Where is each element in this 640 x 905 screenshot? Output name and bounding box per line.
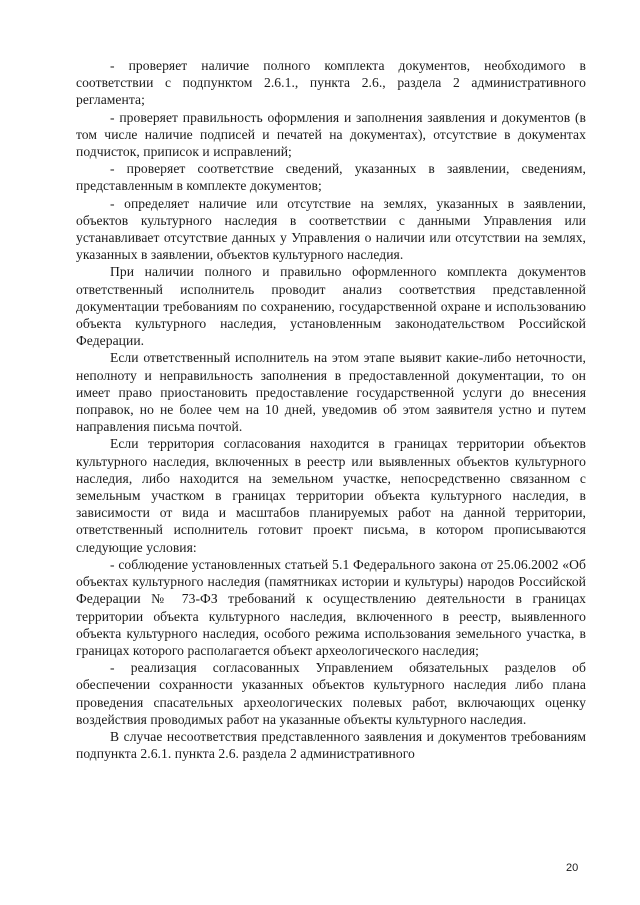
document-body: [76, 57, 586, 762]
paragraph-nonconformity: В случае несоответствия представленного заявления и документов требованиям подпункта 2.6.1. пункта 2.6. раздела 2 административного: [76, 728, 586, 762]
paragraph-check-completeness: - проверяет наличие полного комплекта документов, необходимого в соответствии с подпунктом 2.6.1., пункта 2.6., раздела 2 административного регламента;: [76, 58, 586, 108]
paragraph-condition-implementation: - реализация согласованных Управлением обязательных разделов об обеспечении сохранности указанных объектов культурного наследия либо плана проведения спасательных археологических полевых работ, включающих оценку воздействия проводимых работ на указанные объекты культурного наследия.: [76, 660, 586, 727]
paragraph-analysis: При наличии полного и правильно оформленного комплекта документов ответственный исполнитель проводит анализ соответствия представленной документации требованиям по сохранению, государственной охране и использованию объекта культурного наследия, установленным законодательством Российской Федерации.: [76, 264, 586, 349]
paragraph-suspension: Если ответственный исполнитель на этом этапе выявит какие-либо неточности, неполноту и неправильность заполнения в предоставленной документации, то он имеет право приостановить предоставление государственной услуги до внесения поправок, но не более чем на 10 дней, уведомив об этом заявителя устно и путем направления письма почтой.: [76, 350, 586, 435]
page-number: 20: [566, 862, 579, 874]
paragraph-check-consistency: - проверяет соответствие сведений, указанных в заявлении, сведениям, представленным в комплекте документов;: [76, 161, 586, 194]
paragraph-territory-conditions: Если территория согласования находится в границах территории объектов культурного наследия, включенных в реестр или выявленных объектов культурного наследия, либо находится на земельном участке, непосредственно связанном с земельным участком в границах территории объекта культурного наследия, в зависимости от вида и масштабов планируемых работ на данной территории, ответственный исполнитель готовит проект письма, в котором прописываются следующие условия:: [76, 436, 586, 555]
paragraph-determine-heritage-objects: - определяет наличие или отсутствие на землях, указанных в заявлении, объектов культурного наследия в соответствии с данными Управления или устанавливает отсутствие данных у Управления о наличии или отсутствии на землях, указанных в заявлении, объектов культурного наследия.: [76, 195, 586, 263]
paragraph-check-correctness: - проверяет правильность оформления и заполнения заявления и документов (в том числе наличие подписей и печатей на документах), отсутствие в документах подчисток, приписок и исправлений;: [76, 109, 586, 160]
paragraph-condition-federal-law: - соблюдение установленных статьей 5.1 Федерального закона от 25.06.2002 «Об объектах культурного наследия (памятниках истории и культуры) народов Российской Федерации № 73-ФЗ требований к осуществлению деятельности в границах территории объекта культурного наследия, включенного в реестр, выявленного объекта культурного наследия, особого режима использования земельного участка, в границах которого располагается объект археологического наследия;: [76, 556, 586, 658]
